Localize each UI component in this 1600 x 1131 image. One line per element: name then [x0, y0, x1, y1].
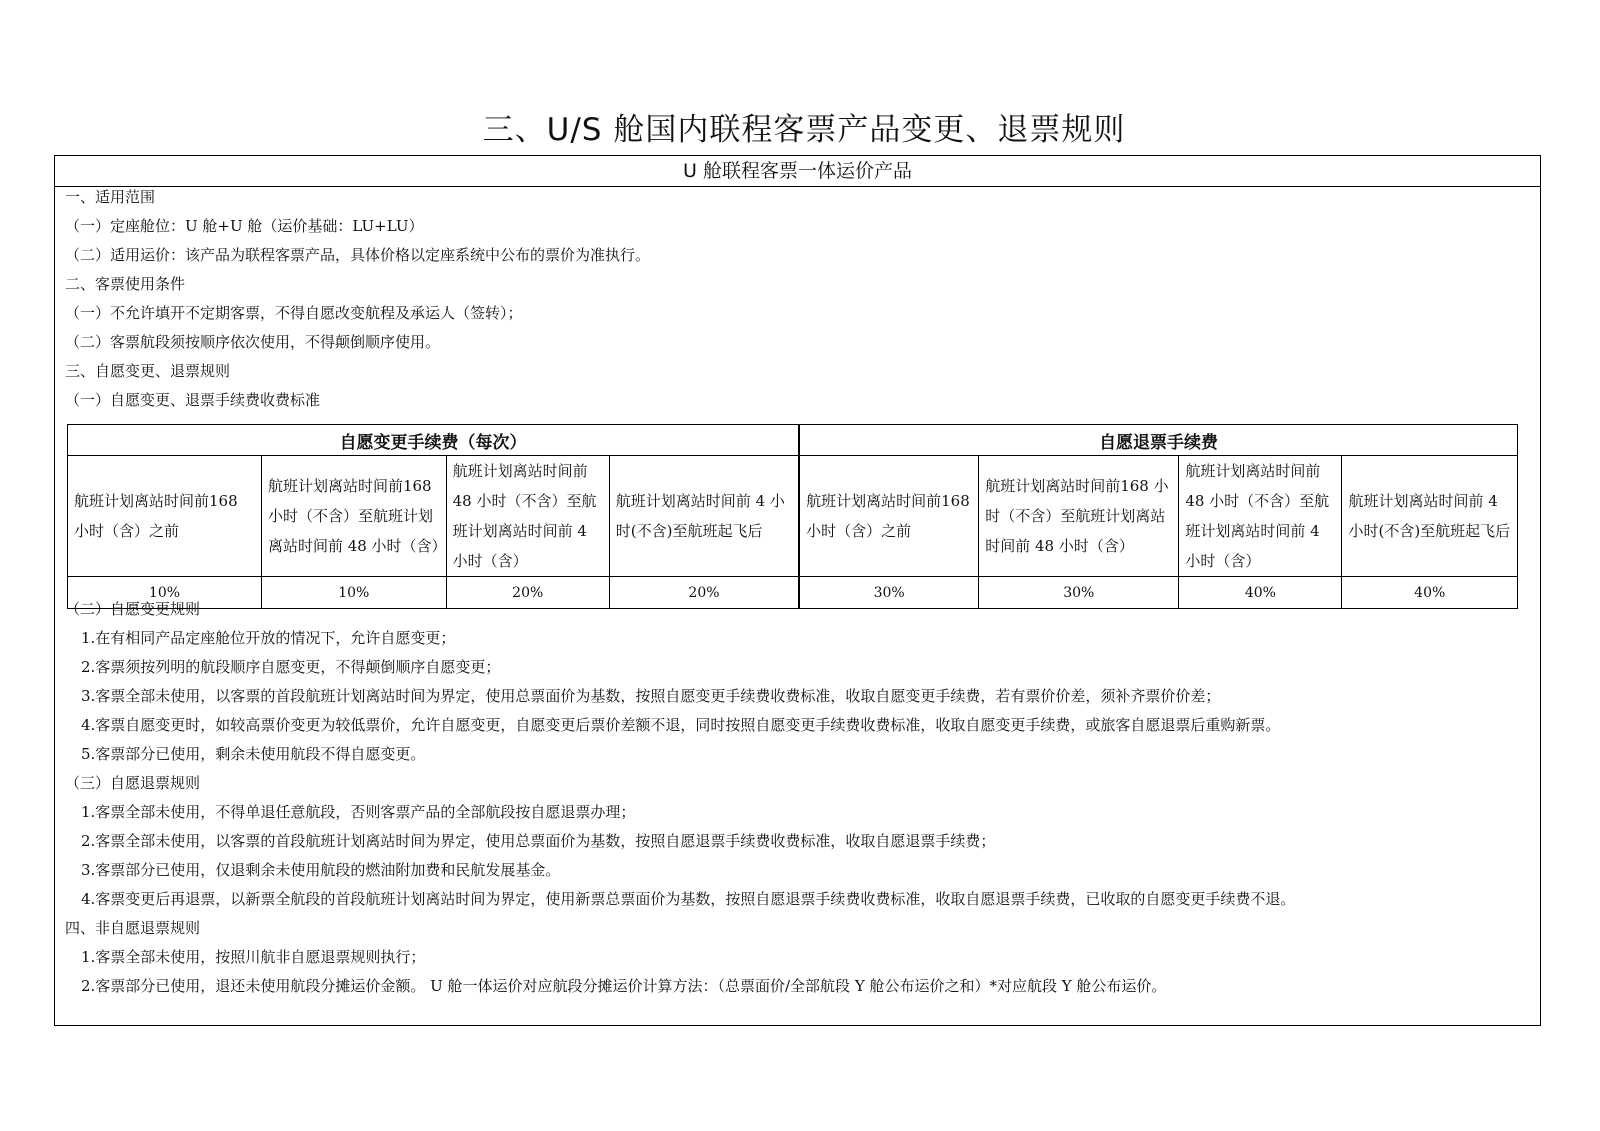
subheading-refund-rules: （三）自愿退票规则 [65, 774, 201, 792]
change-rule-item: 4.客票自愿变更时，如较高票价变更为较低票价，允许自愿变更，自愿变更后票价差额不退，同时按照自愿变更手续费收费标准，收取自愿变更手续费，或旅客自愿退票后重购新票。 [81, 716, 1281, 734]
refund-fee-header: 自愿退票手续费 [799, 425, 1517, 456]
refund-fee-value: 40% [1342, 577, 1518, 609]
product-title: U 舱联程客票一体运价产品 [55, 156, 1540, 187]
change-rule-item: 5.客票部分已使用，剩余未使用航段不得自愿变更。 [81, 745, 426, 763]
change-condition-cell: 航班计划离站时间前 48 小时（不含）至航班计划离站时间前 4 小时（含） [446, 456, 609, 577]
involuntary-rule-item: 1.客票全部未使用，按照川航非自愿退票规则执行； [81, 948, 426, 966]
scope-item-booking-class: （一）定座舱位：U 舱+U 舱（运价基础：LU+LU） [65, 217, 424, 235]
refund-fee-value: 30% [979, 577, 1179, 609]
change-fee-value: 20% [446, 577, 609, 609]
change-rule-item: 2.客票须按列明的航段顺序自愿变更，不得颠倒顺序自愿变更； [81, 658, 501, 676]
refund-rule-item: 1.客票全部未使用，不得单退任意航段，否则客票产品的全部航段按自愿退票办理； [81, 803, 636, 821]
change-fee-value: 10% [68, 577, 262, 609]
document-title: 三、U/S 舱国内联程客票产品变更、退票规则 [482, 112, 1126, 148]
section-heading-involuntary: 四、非自愿退票规则 [65, 919, 201, 937]
refund-rule-item: 4.客票变更后再退票，以新票全航段的首段航班计划离站时间为界定，使用新票总票面价为基数，按照自愿退票手续费收费标准，收取自愿退票手续费，已收取的自愿变更手续费不退。 [81, 890, 1296, 908]
change-rule-item: 1.在有相同产品定座舱位开放的情况下，允许自愿变更； [81, 629, 456, 647]
refund-fee-value: 30% [799, 577, 979, 609]
change-condition-cell: 航班计划离站时间前168 小时（含）之前 [68, 456, 262, 577]
change-fee-header: 自愿变更手续费（每次） [68, 425, 800, 456]
refund-rule-item: 2.客票全部未使用，以客票的首段航班计划离站时间为界定，使用总票面价为基数，按照自愿退票手续费收费标准，收取自愿退票手续费； [81, 832, 996, 850]
refund-fee-value: 40% [1179, 577, 1342, 609]
rules-frame [54, 155, 1541, 1026]
subheading-fee-standard: （一）自愿变更、退票手续费收费标准 [65, 391, 321, 409]
refund-condition-cell: 航班计划离站时间前168 小时（不含）至航班计划离站时间前 48 小时（含） [979, 456, 1179, 577]
scope-item-fare: （二）适用运价：该产品为联程客票产品，具体价格以定座系统中公布的票价为准执行。 [65, 246, 651, 264]
change-condition-cell: 航班计划离站时间前 4 小时(不含)至航班起飞后 [609, 456, 799, 577]
change-fee-value: 20% [609, 577, 799, 609]
change-rule-item: 3.客票全部未使用，以客票的首段航班计划离站时间为界定，使用总票面价为基数，按照自愿变更手续费收费标准，收取自愿变更手续费，若有票价价差，须补齐票价价差； [81, 687, 1221, 705]
involuntary-rule-item: 2.客票部分已使用，退还未使用航段分摊运价金额。 U 舱一体运价对应航段分摊运价计算方法：（总票面价/全部航段 Y 舱公布运价之和）*对应航段 Y 舱公布运价。 [81, 977, 1167, 995]
section-heading-scope: 一、适用范围 [65, 188, 156, 206]
change-fee-value: 10% [261, 577, 446, 609]
usage-item-1: （一）不允许填开不定期客票，不得自愿改变航程及承运人（签转）； [65, 304, 523, 322]
refund-condition-cell: 航班计划离站时间前 4 小时(不含)至航班起飞后 [1342, 456, 1518, 577]
subheading-change-rules: （二）自愿变更规则 [65, 600, 201, 618]
change-condition-cell: 航班计划离站时间前168 小时（不含）至航班计划离站时间前 48 小时（含） [261, 456, 446, 577]
section-heading-usage: 二、客票使用条件 [65, 275, 186, 293]
usage-item-2: （二）客票航段须按顺序依次使用，不得颠倒顺序使用。 [65, 333, 441, 351]
section-heading-voluntary: 三、自愿变更、退票规则 [65, 362, 231, 380]
refund-condition-cell: 航班计划离站时间前 48 小时（不含）至航班计划离站时间前 4 小时（含） [1179, 456, 1342, 577]
fee-table [67, 424, 1518, 609]
refund-rule-item: 3.客票部分已使用，仅退剩余未使用航段的燃油附加费和民航发展基金。 [81, 861, 561, 879]
refund-condition-cell: 航班计划离站时间前168 小时（含）之前 [799, 456, 979, 577]
